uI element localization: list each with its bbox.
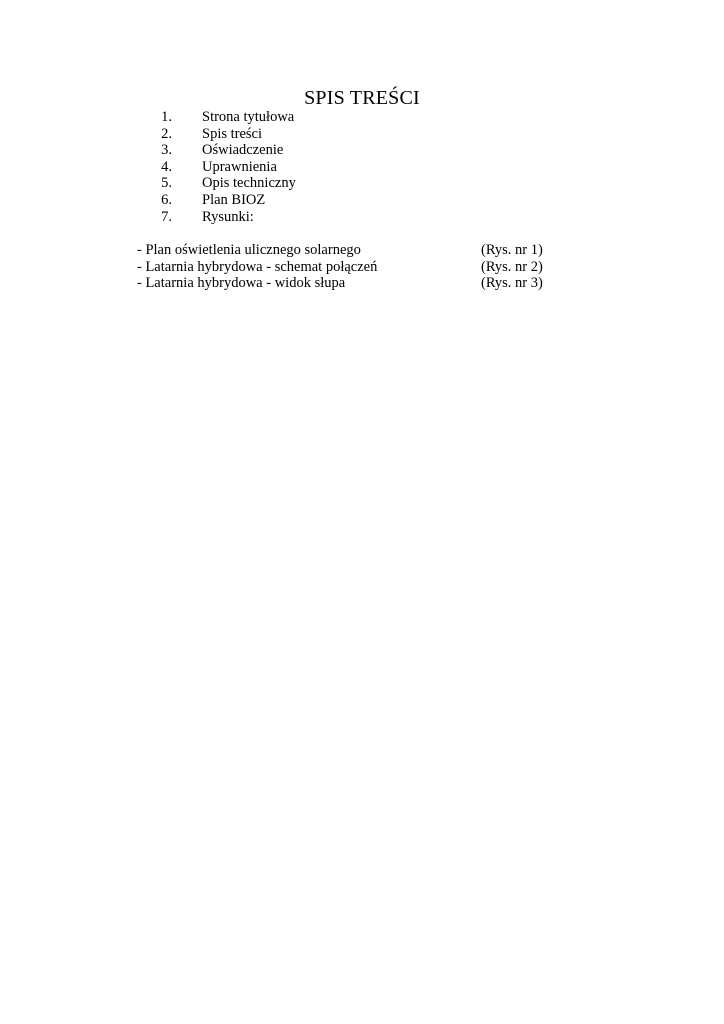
toc-item xyxy=(150,159,296,176)
toc-item-number: 7. xyxy=(161,208,172,225)
toc-item-label: Spis treści xyxy=(202,125,263,142)
toc-item xyxy=(150,109,296,126)
toc-item-number: 6. xyxy=(161,191,172,208)
toc-item xyxy=(150,126,296,143)
drawing-label: - Plan oświetlenia ulicznego solarnego xyxy=(137,242,361,258)
toc-item-label: Opis techniczny xyxy=(202,175,296,192)
drawing-item xyxy=(137,242,557,259)
toc-item-label: Rysunki: xyxy=(202,208,254,225)
drawing-item xyxy=(137,275,557,292)
table-of-contents xyxy=(150,109,296,225)
toc-item-label: Uprawnienia xyxy=(202,158,277,175)
page-title: SPIS TREŚCI xyxy=(304,87,420,109)
toc-item-label: Strona tytułowa xyxy=(202,109,295,125)
toc-item xyxy=(150,209,296,226)
toc-item xyxy=(150,192,296,209)
toc-item-number: 1. xyxy=(161,109,172,125)
drawing-reference: (Rys. nr 1) xyxy=(481,242,543,258)
toc-item-number: 4. xyxy=(161,158,172,175)
drawing-reference: (Rys. nr 3) xyxy=(481,275,543,292)
toc-item-label: Plan BIOZ xyxy=(202,191,266,208)
drawing-label: - Latarnia hybrydowa - schemat połączeń xyxy=(137,258,378,275)
drawings-list xyxy=(137,242,557,292)
drawing-reference: (Rys. nr 2) xyxy=(481,258,543,275)
toc-item-number: 3. xyxy=(161,142,172,159)
drawing-item xyxy=(137,259,557,276)
toc-item-number: 5. xyxy=(161,175,172,192)
toc-item-label: Oświadczenie xyxy=(202,142,284,159)
toc-item xyxy=(150,142,296,159)
toc-item-number: 2. xyxy=(161,125,172,142)
toc-item xyxy=(150,175,296,192)
drawing-label: - Latarnia hybrydowa - widok słupa xyxy=(137,275,346,292)
